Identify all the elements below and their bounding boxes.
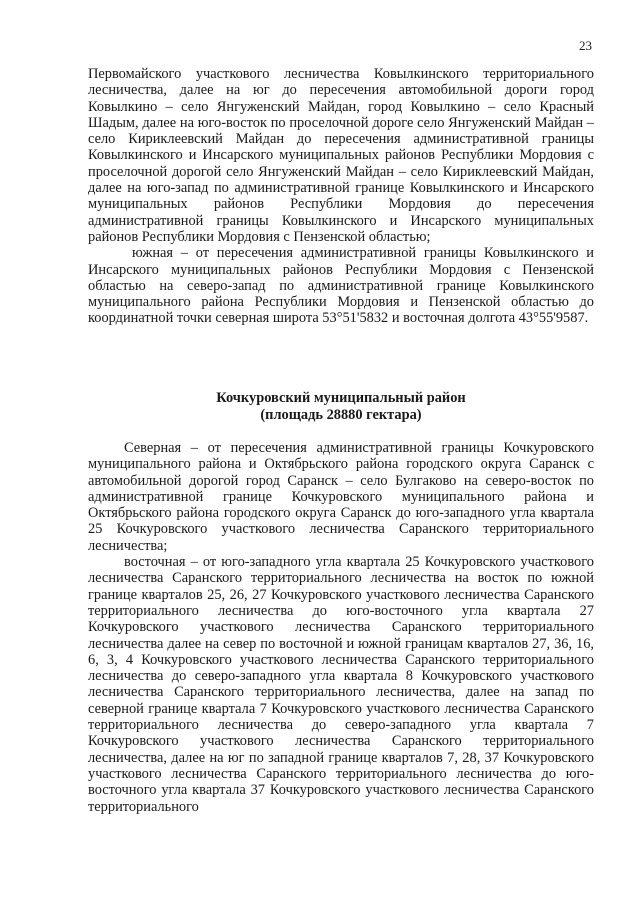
page-number: 23 <box>579 38 592 53</box>
heading-subtitle: (площадь 28880 гектара) <box>260 407 422 423</box>
paragraph-north-boundary: Северная – от пересечения административной границы Кочкуровского муниципального района и Октябрьского района городского округа Саранск с автомобильной дорогой город Саранск – село Булгаково на северо-восток по административной границе Кочкуровского муниципального района и Октябрьского района городского округа Саранск до юго-западного угла квартала 25 Кочкуровского участкового лесничества Саранского территориального лесничества; <box>88 440 594 554</box>
paragraph-south-boundary: южная – от пересечения административной границы Ковылкинского и Инсарского муниципальных районов Республики Мордовия с Пензенской областью на северо-запад по административной границе Ковылкинского муниципального района Республики Мордовия и Пензенской областью до координатной точки северная широта 53°51'5832 и восточная долгота 43°55'9587. <box>88 245 594 327</box>
paragraph-continued-boundary: Первомайского участкового лесничества Ковылкинского территориального лесничества, далее на юг до пересечения автомобильной дороги город Ковылкино – село Янгуженский Майдан, город Ковылкино – село Красный Шадым, далее на юго-восток по проселочной дороге село Янгуженский Майдан – село Кириклеевский Майдан до пересечения административной границы Ковылкинского и Инсарского муниципальных районов Республики Мордовия с проселочной дорогой село Янгуженский Майдан – село Кириклеевский Майдан, далее на юго-запад по административной границе Ковылкинского и Инсарского муниципальных районов Республики Мордовия до пересечения административной границы Ковылкинского и Инсарского муниципальных районов Республики Мордовия с Пензенской областью; <box>88 66 594 245</box>
heading-title: Кочкуровский муниципальный район <box>216 390 466 406</box>
section-continuation <box>88 66 594 327</box>
paragraph-east-boundary: восточная – от юго-западного угла квартала 25 Кочкуровского участкового лесничества Саранского территориального лесничества на восток по южной границе кварталов 25, 26, 27 Кочкуровского участкового лесничества Саранского территориального лесничества до юго-восточного угла квартала 27 Кочкуровского участкового лесничества Саранского территориального лесничества далее на север по восточной и южной границам кварталов 27, 36, 16, 6, 3, 4 Кочкуровского участкового лесничества Саранского территориального лесничества до северо-западного угла квартала 8 Кочкуровского участкового лесничества Саранского территориального лесничества, далее на запад по северной границе квартала 7 Кочкуровского участкового лесничества Саранского территориального лесничества до северо-западного угла квартала 7 Кочкуровского участкового лесничества Саранского территориального лесничества, далее на юг по западной границе кварталов 7, 28, 37 Кочкуровского участкового лесничества Саранского территориального лесничества до юго-восточного угла квартала 37 Кочкуровского участкового лесничества Саранского территориального <box>88 554 594 815</box>
section-heading <box>88 390 594 424</box>
section-kochkurovsky <box>88 440 594 815</box>
